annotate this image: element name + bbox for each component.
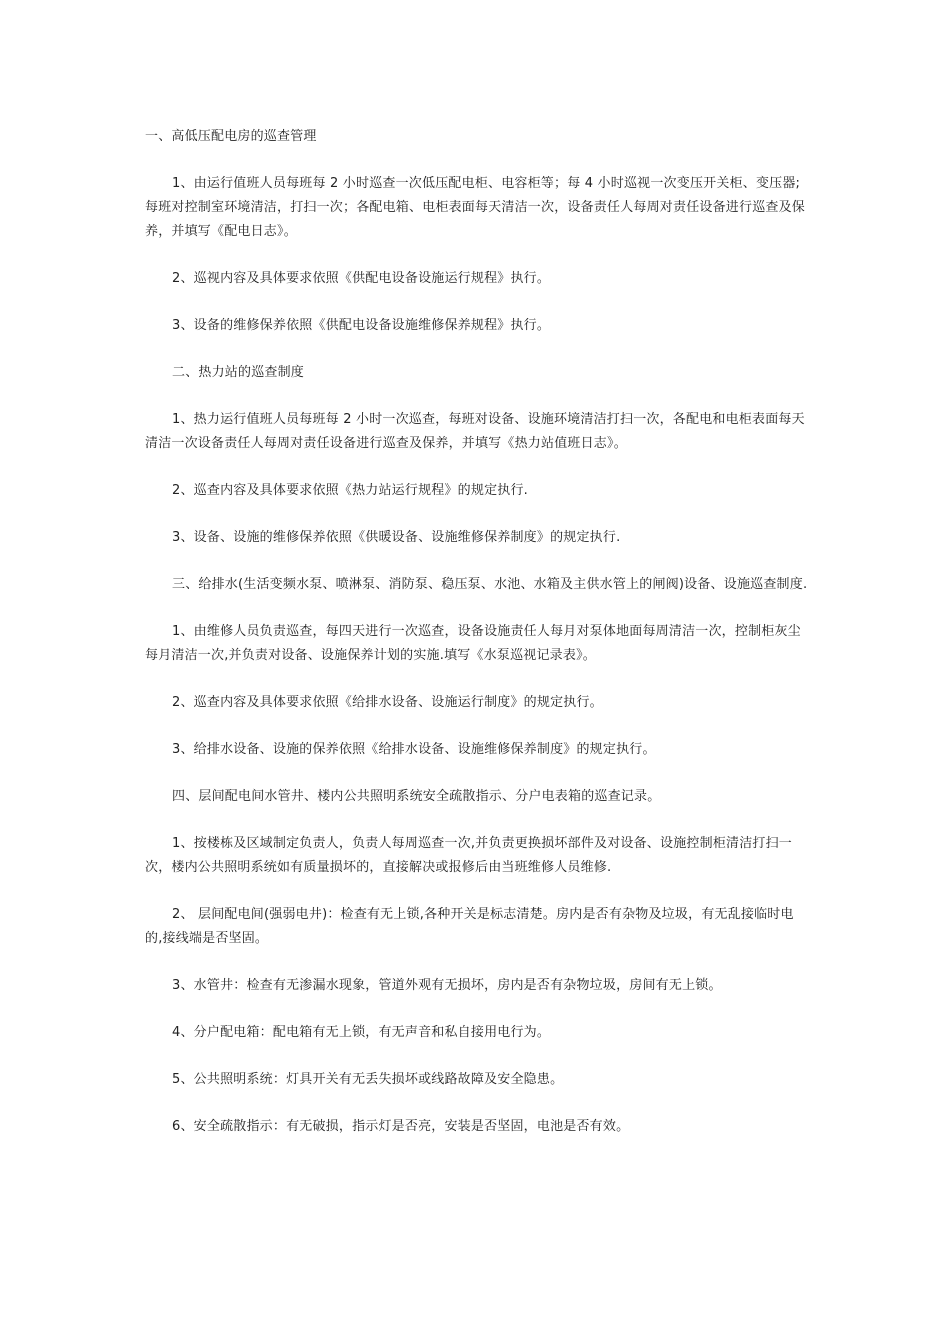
paragraph-spacer [145,597,810,620]
document-paragraph: 1、由维修人员负责巡查，每四天进行一次巡查，设备设施责任人每月对泵体地面每周清洁一次，控制柜灰尘每月清洁一次,并负责对设备、设施保养计划的实施.填写《水泵巡视记录表》。 [145,624,801,663]
paragraph-spacer [145,503,810,526]
document-paragraph: 3、给排水设备、设施的保养依照《给排水设备、设施维修保养制度》的规定执行。 [172,742,656,757]
document-paragraph: 三、给排水(生活变频水泵、喷淋泵、消防泵、稳压泵、水池、水箱及主供水管上的闸阀)设备、设施巡查制度. [172,577,808,592]
paragraph-spacer [145,291,810,314]
section-heading: 一、高低压配电房的巡查管理 [145,129,317,144]
paragraph-spacer [145,385,810,408]
document-paragraph: 3、设备、设施的维修保养依照《供暖设备、设施维修保养制度》的规定执行. [172,530,621,545]
paragraph-spacer [145,244,810,267]
document-paragraph: 5、公共照明系统：灯具开关有无丢失损坏或线路故障及安全隐患。 [172,1072,564,1087]
paragraph-spacer [145,1092,810,1115]
document-paragraph: 3、设备的维修保养依照《供配电设备设施维修保养规程》执行。 [172,318,551,333]
paragraph-spacer [145,456,810,479]
paragraph-spacer [145,715,810,738]
document-paragraph: 1、热力运行值班人员每班每 2 小时一次巡查，每班对设备、设施环境清洁打扫一次，各配电和电柜表面每天清洁一次设备责任人每周对责任设备进行巡查及保养，并填写《热力站值班日志》。 [145,412,805,451]
document-body [145,125,810,1139]
paragraph-spacer [145,550,810,573]
document-paragraph: 二、热力站的巡查制度 [172,365,305,380]
document-paragraph: 4、分户配电箱：配电箱有无上锁，有无声音和私自接用电行为。 [172,1025,551,1040]
document-paragraph: 1、按楼栋及区域制定负责人，负责人每周巡查一次,并负责更换损坏部件及对设备、设施控制柜清洁打扫一次，楼内公共照明系统如有质量损坏的，直接解决或报修后由当班维修人员维修. [145,836,793,875]
document-paragraph: 6、安全疏散指示：有无破损，指示灯是否亮，安装是否坚固，电池是否有效。 [172,1119,630,1134]
paragraph-spacer [145,809,810,832]
paragraph-spacer [145,1045,810,1068]
paragraph-spacer [145,951,810,974]
paragraph-spacer [145,149,810,172]
paragraph-spacer [145,338,810,361]
paragraph-spacer [145,998,810,1021]
document-paragraph: 四、层间配电间水管井、楼内公共照明系统安全疏散指示、分户电表箱的巡查记录。 [172,789,661,804]
paragraph-spacer [145,668,810,691]
paragraph-spacer [145,762,810,785]
paragraph-spacer [145,880,810,903]
document-paragraph: 2、巡查内容及具体要求依照《给排水设备、设施运行制度》的规定执行。 [172,695,603,710]
document-paragraph: 2、巡视内容及具体要求依照《供配电设备设施运行规程》执行。 [172,271,551,286]
document-paragraph: 2、 层间配电间(强弱电井)：检查有无上锁,各种开关是标志清楚。房内是否有杂物及垃圾，有无乱接临时电的,接线端是否坚固。 [145,907,794,946]
document-paragraph: 2、巡查内容及具体要求依照《热力站运行规程》的规定执行. [172,483,529,498]
document-paragraph: 3、水管井：检查有无渗漏水现象，管道外观有无损坏，房内是否有杂物垃圾，房间有无上锁。 [172,978,722,993]
document-paragraph: 1、由运行值班人员每班每 2 小时巡查一次低压配电柜、电容柜等；每 4 小时巡视一次变压开关柜、变压器;每班对控制室环境清洁，打扫一次；各配电箱、电柜表面每天清洁一次，设备责任人每周对责任设备进行巡查及保养，并填写《配电日志》。 [145,176,806,239]
